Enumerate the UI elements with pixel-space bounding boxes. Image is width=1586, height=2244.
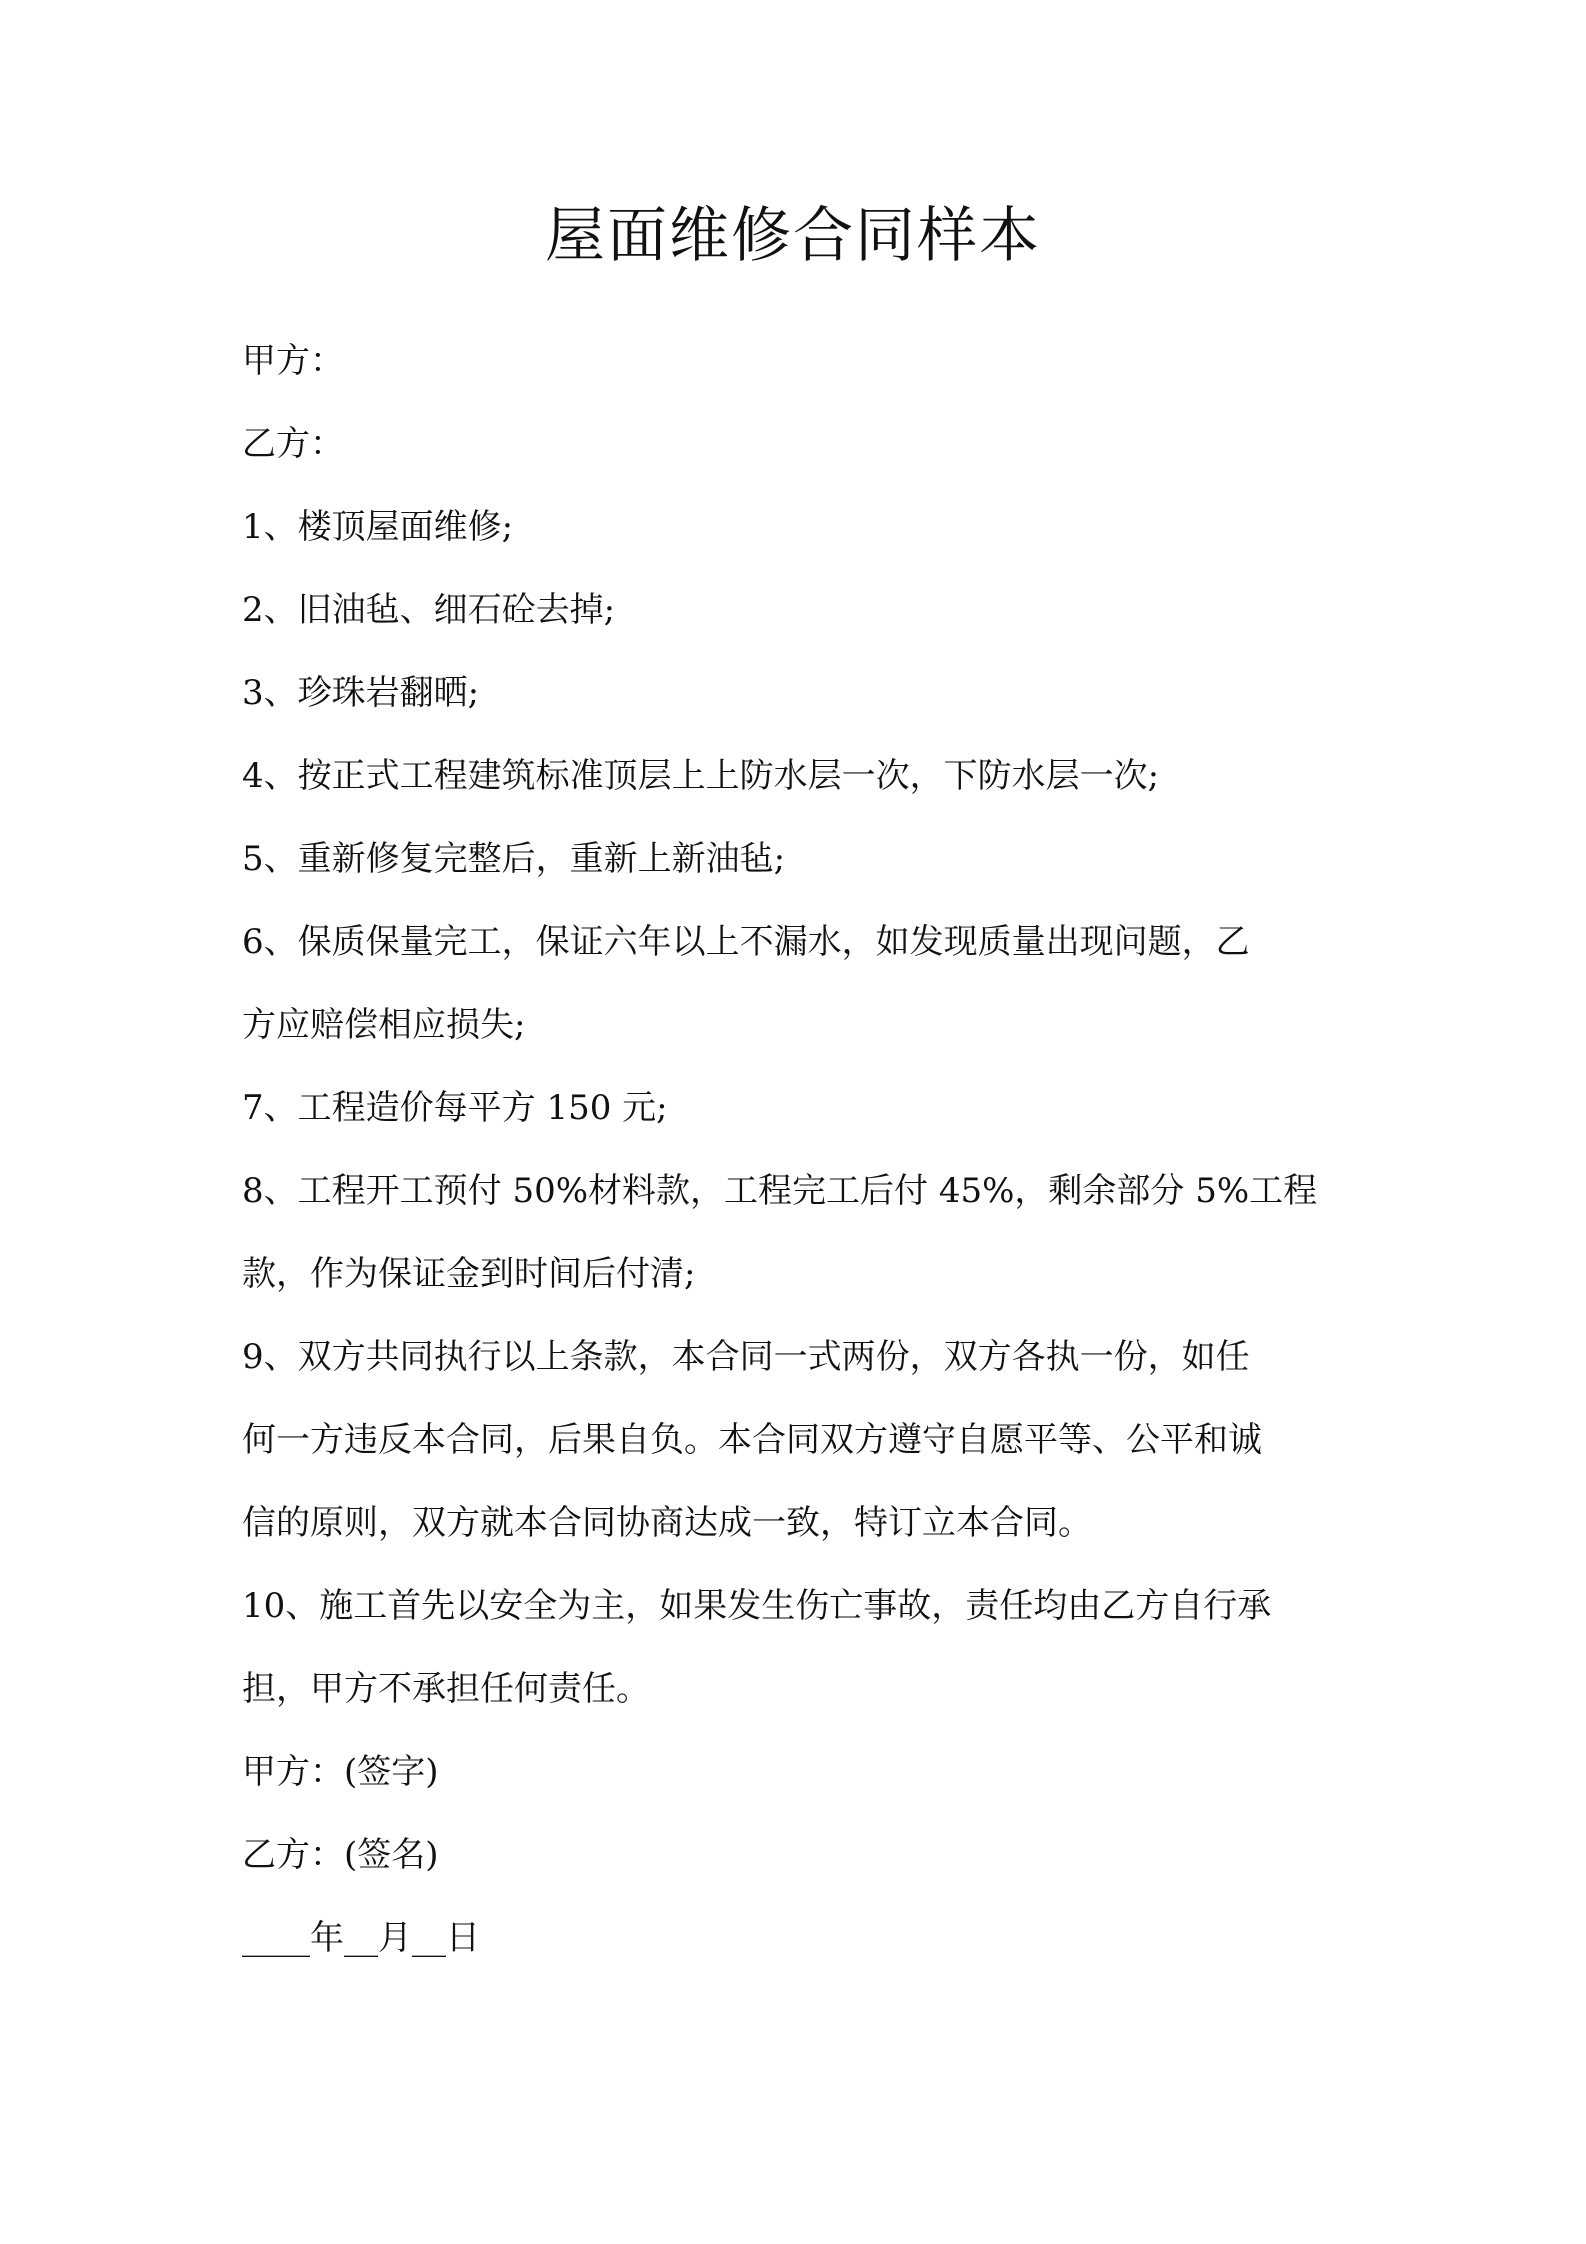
party-b-label: 乙方： xyxy=(242,424,344,464)
date-line: ____年__月__日 xyxy=(242,1918,480,1958)
clause-8-line-1: 8、工程开工预付 50%材料款，工程完工后付 45%，剩余部分 5%工程 xyxy=(242,1171,1318,1211)
clause-6-line-2: 方应赔偿相应损失; xyxy=(242,1005,526,1045)
clause-9-line-2: 何一方违反本合同，后果自负。本合同双方遵守自愿平等、公平和诚 xyxy=(242,1420,1262,1460)
clause-7: 7、工程造价每平方 150 元; xyxy=(242,1088,668,1128)
signature-party-a: 甲方：(签字) xyxy=(242,1752,439,1792)
clause-3: 3、珍珠岩翻晒; xyxy=(242,673,480,713)
clause-9-line-1: 9、双方共同执行以上条款，本合同一式两份，双方各执一份，如任 xyxy=(242,1337,1250,1377)
clause-6-line-1: 6、保质保量完工，保证六年以上不漏水，如发现质量出现问题，乙 xyxy=(242,922,1250,962)
document-body xyxy=(242,320,1352,1980)
clause-5: 5、重新修复完整后，重新上新油毡; xyxy=(242,839,786,879)
clause-2: 2、旧油毡、细石砼去掉; xyxy=(242,590,616,630)
clause-1: 1、楼顶屋面维修; xyxy=(242,507,514,547)
document-title: 屋面维修合同样本 xyxy=(545,201,1041,271)
clause-4: 4、按正式工程建筑标准顶层上上防水层一次，下防水层一次; xyxy=(242,756,1160,796)
party-a-label: 甲方： xyxy=(242,341,344,381)
signature-party-b: 乙方：(签名) xyxy=(242,1835,439,1875)
clause-9-line-3: 信的原则，双方就本合同协商达成一致，特订立本合同。 xyxy=(242,1503,1092,1543)
clause-10-line-1: 10、施工首先以安全为主，如果发生伤亡事故，责任均由乙方自行承 xyxy=(242,1586,1272,1626)
clause-8-line-2: 款，作为保证金到时间后付清; xyxy=(242,1254,696,1294)
clause-10-line-2: 担，甲方不承担任何责任。 xyxy=(242,1669,650,1709)
